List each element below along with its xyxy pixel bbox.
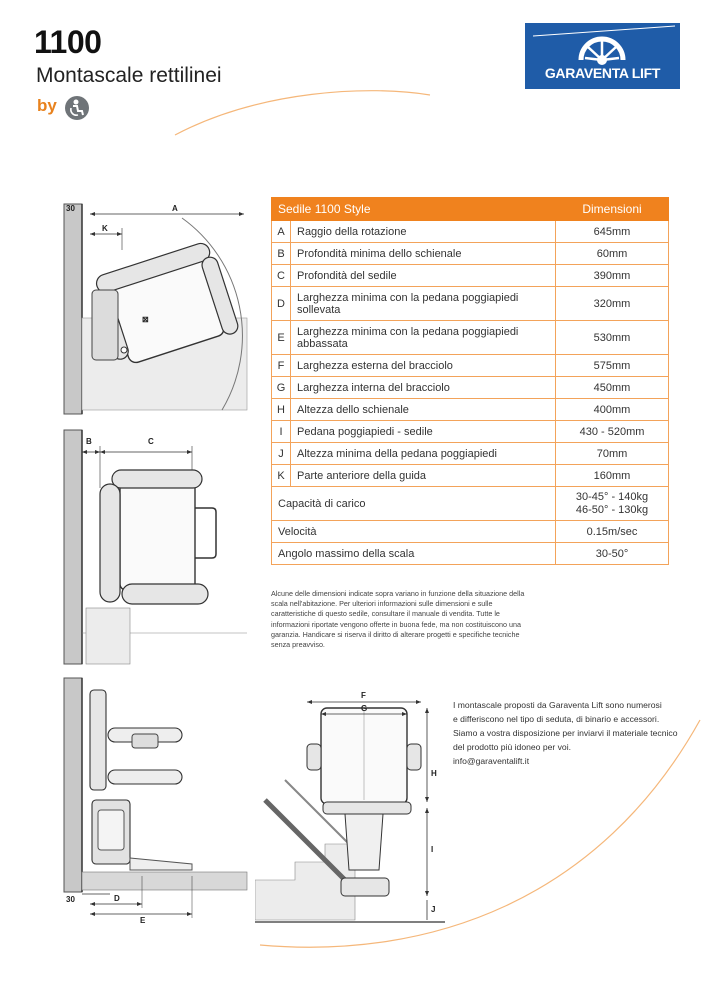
speed-label: Velocità — [272, 521, 556, 543]
capacity-label: Capacità di carico — [272, 487, 556, 521]
by-label: by — [37, 96, 57, 115]
dim-c-label: C — [148, 437, 154, 446]
disclaimer-note: Alcune delle dimensioni indicate sopra variano in funzione della situazione della scala nell'abitazione. Per ulteriori informazioni sulle dimensioni e sulle caratteristiche di questo sedile, consultare il manuale di vendita. Tutte le informazioni riportate vengono offerte in buona fede, ma non costituiscono una garanzia. Handicare si riserva il diritto di alterare progetti e specifiche tecniche senza preavviso. — [271, 589, 525, 650]
row-value: 390mm — [556, 265, 669, 287]
table-row — [272, 443, 669, 465]
row-value: 70mm — [556, 443, 669, 465]
row-label: Raggio della rotazione — [291, 221, 556, 243]
row-label: Altezza dello schienale — [291, 399, 556, 421]
row-key: G — [272, 377, 291, 399]
row-label: Larghezza esterna del bracciolo — [291, 355, 556, 377]
speed-value: 0.15m/sec — [556, 521, 669, 543]
table-header-left: Sedile 1100 Style — [272, 198, 556, 221]
row-key: D — [272, 287, 291, 321]
info-line-1: I montascale proposti da Garaventa Lift sono numerosi — [453, 700, 662, 710]
info-block — [453, 698, 693, 768]
capacity-value-2: 46-50° - 130kg — [575, 503, 649, 516]
row-value: 530mm — [556, 321, 669, 355]
table-row — [272, 265, 669, 287]
capacity-value-1: 30-45° - 140kg — [575, 490, 649, 503]
row-value: 320mm — [556, 287, 669, 321]
row-value: 645mm — [556, 221, 669, 243]
table-row — [272, 377, 669, 399]
row-key: H — [272, 399, 291, 421]
row-key: I — [272, 421, 291, 443]
row-label: Larghezza minima con la pedana poggiapiedi abbassata — [291, 321, 556, 355]
spec-table — [271, 197, 669, 565]
row-key: B — [272, 243, 291, 265]
dim-h-label: H — [431, 769, 437, 778]
dim-k-label: K — [102, 224, 108, 233]
page-subtitle: Montascale rettilinei — [36, 64, 222, 87]
dim-30-bottom: 30 — [66, 895, 75, 904]
dim-b-label: B — [86, 437, 92, 446]
row-label: Profondità minima dello schienale — [291, 243, 556, 265]
dim-d-label: D — [114, 894, 120, 903]
row-value: 450mm — [556, 377, 669, 399]
table-row — [272, 243, 669, 265]
model-number: 1100 — [34, 24, 102, 60]
dim-30-top: 30 — [66, 204, 75, 213]
diagram-front-view — [255, 690, 447, 940]
info-line-3: Siamo a vostra disposizione per inviarvi il materiale tecnico — [453, 728, 678, 738]
row-key: J — [272, 443, 291, 465]
row-label: Profondità del sedile — [291, 265, 556, 287]
angle-row — [272, 543, 669, 565]
seat-center-icon: ⊠ — [142, 315, 149, 324]
handicare-logo-icon — [64, 95, 90, 121]
row-value: 160mm — [556, 465, 669, 487]
capacity-row — [272, 487, 669, 521]
table-row — [272, 321, 669, 355]
table-row — [272, 221, 669, 243]
row-value: 60mm — [556, 243, 669, 265]
speed-row — [272, 521, 669, 543]
row-value: 575mm — [556, 355, 669, 377]
dim-i-label: I — [431, 845, 434, 854]
table-header-row — [272, 198, 669, 221]
diagram-top-view — [62, 200, 262, 418]
row-key: K — [272, 465, 291, 487]
row-key: F — [272, 355, 291, 377]
table-row — [272, 465, 669, 487]
dim-e-label: E — [140, 916, 146, 924]
row-value: 400mm — [556, 399, 669, 421]
row-key: A — [272, 221, 291, 243]
table-row — [272, 287, 669, 321]
table-row — [272, 421, 669, 443]
row-key: C — [272, 265, 291, 287]
row-label: Altezza minima della pedana poggiapiedi — [291, 443, 556, 465]
diagram-middle-view — [62, 428, 262, 666]
row-label: Parte anteriore della guida — [291, 465, 556, 487]
table-header-right: Dimensioni — [556, 198, 669, 221]
row-key: E — [272, 321, 291, 355]
info-line-2: e differiscono nel tipo di seduta, di binario e accessori. — [453, 714, 660, 724]
brand-name: GARAVENTA LIFT — [544, 65, 661, 81]
dim-j-label: J — [431, 905, 436, 914]
garaventa-logo — [525, 23, 680, 89]
capacity-values — [556, 487, 669, 521]
row-value: 430 - 520mm — [556, 421, 669, 443]
diagram-bottom-view — [62, 676, 262, 924]
row-label: Larghezza minima con la pedana poggiapiedi sollevata — [291, 287, 556, 321]
row-label: Larghezza interna del bracciolo — [291, 377, 556, 399]
dim-a-label: A — [172, 204, 178, 213]
angle-value: 30-50° — [556, 543, 669, 565]
table-row — [272, 399, 669, 421]
table-row — [272, 355, 669, 377]
dim-g-label: G — [361, 704, 368, 713]
angle-label: Angolo massimo della scala — [272, 543, 556, 565]
row-label: Pedana poggiapiedi - sedile — [291, 421, 556, 443]
info-email-link[interactable]: info@garaventalift.it — [453, 756, 530, 766]
info-line-4: del prodotto più idoneo per voi. — [453, 742, 572, 752]
dim-f-label: F — [361, 691, 366, 700]
